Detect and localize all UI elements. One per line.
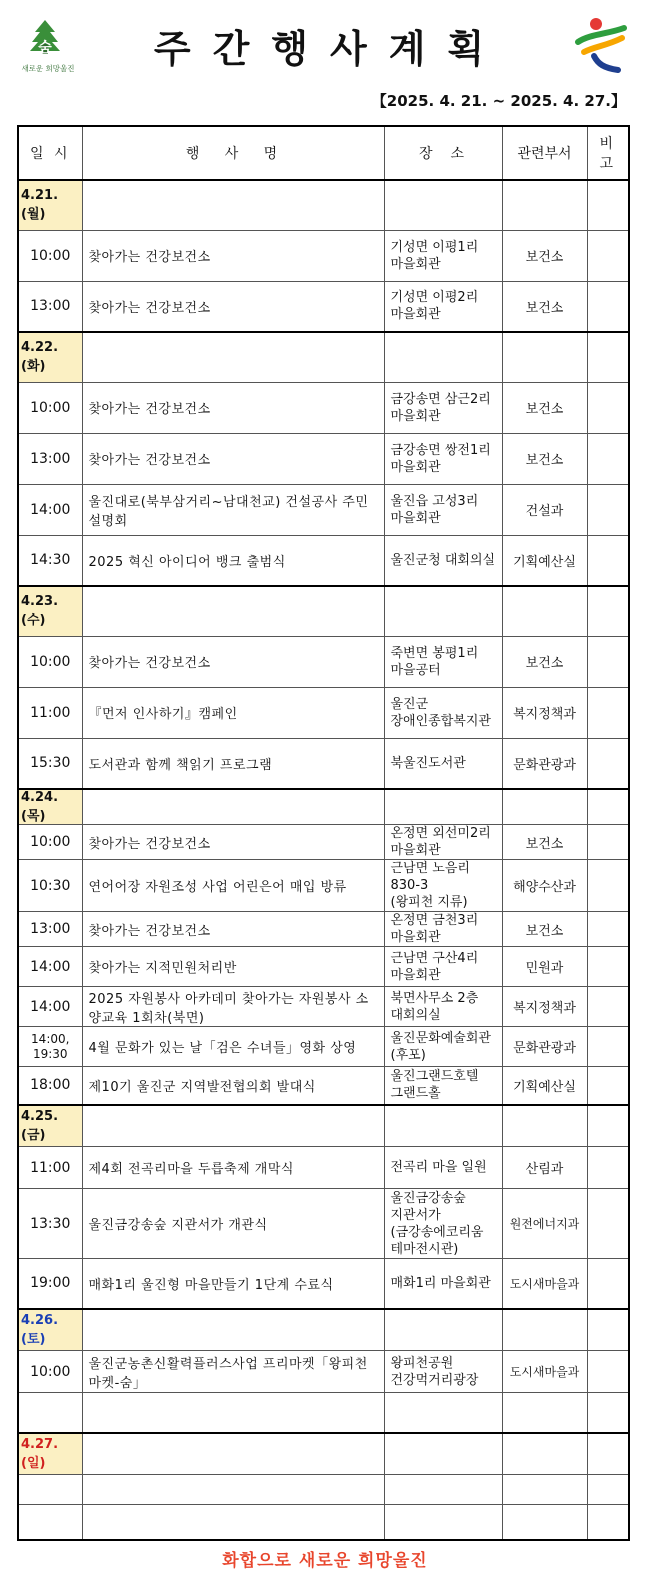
event-time: 14:00 bbox=[18, 947, 82, 987]
event-note bbox=[587, 1189, 629, 1259]
place-line: 마을회관 bbox=[390, 510, 441, 526]
event-department: 건설과 bbox=[502, 484, 587, 535]
event-row bbox=[18, 281, 629, 332]
footer-slogan: 화합으로 새로운 희망울진 bbox=[222, 1551, 428, 1571]
event-place bbox=[384, 1189, 502, 1259]
event-place bbox=[384, 1259, 502, 1309]
event-place bbox=[384, 687, 502, 738]
place-line: 온정면 외선미2리 bbox=[390, 826, 491, 841]
empty-cell bbox=[82, 789, 384, 825]
event-note bbox=[587, 433, 629, 484]
empty-cell bbox=[82, 586, 384, 636]
table-header-row bbox=[18, 126, 629, 180]
place-line: 전곡리 마을 일원 bbox=[390, 1160, 487, 1175]
event-department: 원전에너지과 bbox=[502, 1189, 587, 1259]
event-note bbox=[587, 1393, 629, 1433]
event-place bbox=[384, 1505, 502, 1540]
event-row bbox=[18, 1505, 629, 1540]
event-time: 10:00 bbox=[18, 230, 82, 281]
event-place bbox=[384, 912, 502, 947]
place-line: 건강먹거리광장 bbox=[390, 1372, 479, 1388]
day-label: 4.26.(토) bbox=[18, 1309, 82, 1351]
event-name: 찾아가는 건강보건소 bbox=[82, 382, 384, 433]
day-row bbox=[18, 1433, 629, 1475]
event-place bbox=[384, 382, 502, 433]
day-row bbox=[18, 180, 629, 230]
event-department: 보건소 bbox=[502, 281, 587, 332]
event-row bbox=[18, 382, 629, 433]
col-datetime: 일 시 bbox=[18, 126, 82, 180]
day-label: 4.21.(월) bbox=[18, 180, 82, 230]
event-department: 도시새마을과 bbox=[502, 1351, 587, 1393]
place-line: 울진읍 고성3리 bbox=[390, 493, 479, 509]
place-line: 마을회관 bbox=[390, 408, 441, 424]
place-line: 마을회관 bbox=[390, 459, 441, 475]
empty-cell bbox=[502, 586, 587, 636]
event-time: 11:00 bbox=[18, 687, 82, 738]
event-department: 복지정책과 bbox=[502, 987, 587, 1027]
event-department: 보건소 bbox=[502, 230, 587, 281]
col-place: 장 소 bbox=[384, 126, 502, 180]
empty-cell bbox=[384, 1433, 502, 1475]
empty-cell bbox=[502, 1433, 587, 1475]
place-line: 온정면 금천3리 bbox=[390, 913, 479, 928]
event-place bbox=[384, 1067, 502, 1105]
place-line: 금강송면 삼근2리 bbox=[390, 391, 491, 407]
col-department: 관련부서 bbox=[502, 126, 587, 180]
empty-cell bbox=[82, 332, 384, 382]
place-line: 기성면 이평1리 bbox=[390, 239, 479, 255]
event-department bbox=[502, 1475, 587, 1505]
event-time: 10:00 bbox=[18, 1351, 82, 1393]
logo-slogan: 새로운 희망울진 bbox=[21, 64, 75, 73]
event-department: 문화관광과 bbox=[502, 1027, 587, 1067]
place-line: 마을공터 bbox=[390, 662, 441, 678]
svg-text:숨: 숨 bbox=[38, 40, 52, 56]
event-row bbox=[18, 535, 629, 586]
event-place bbox=[384, 484, 502, 535]
day-label: 4.27.(일) bbox=[18, 1433, 82, 1475]
event-time: 19:00 bbox=[18, 1259, 82, 1309]
event-place bbox=[384, 1147, 502, 1189]
event-name: 매화1리 울진형 마을만들기 1단계 수료식 bbox=[82, 1259, 384, 1309]
day-row bbox=[18, 789, 629, 825]
event-place bbox=[384, 947, 502, 987]
event-note bbox=[587, 987, 629, 1027]
day-label: 4.22.(화) bbox=[18, 332, 82, 382]
place-line: 기성면 이평2리 bbox=[390, 290, 479, 306]
event-name: 찾아가는 건강보건소 bbox=[82, 230, 384, 281]
place-line: 지관서가 bbox=[390, 1207, 441, 1223]
event-department: 문화관광과 bbox=[502, 738, 587, 789]
place-line: 마을회관 bbox=[390, 930, 441, 945]
event-name: 찾아가는 지적민원처리반 bbox=[82, 947, 384, 987]
event-time bbox=[18, 1505, 82, 1540]
event-department: 기획예산실 bbox=[502, 535, 587, 586]
event-department: 보건소 bbox=[502, 382, 587, 433]
place-line: 북면사무소 2층 bbox=[390, 990, 479, 1006]
event-row bbox=[18, 860, 629, 912]
event-place bbox=[384, 1027, 502, 1067]
event-note bbox=[587, 382, 629, 433]
empty-cell bbox=[502, 789, 587, 825]
empty-cell bbox=[82, 180, 384, 230]
event-place bbox=[384, 738, 502, 789]
place-line: 장애인종합복지관 bbox=[390, 713, 491, 729]
place-line: 근남면 노음리 bbox=[390, 861, 470, 876]
event-time: 13:00 bbox=[18, 281, 82, 332]
event-note bbox=[587, 1147, 629, 1189]
event-name: 찾아가는 건강보건소 bbox=[82, 433, 384, 484]
event-name: 찾아가는 건강보건소 bbox=[82, 281, 384, 332]
event-time: 11:00 bbox=[18, 1147, 82, 1189]
place-line: 왕피천공원 bbox=[390, 1355, 454, 1371]
place-line: 울진금강송숲 bbox=[390, 1190, 466, 1206]
event-note bbox=[587, 1259, 629, 1309]
event-row bbox=[18, 947, 629, 987]
event-place bbox=[384, 230, 502, 281]
empty-cell bbox=[502, 1105, 587, 1147]
event-row bbox=[18, 1351, 629, 1393]
event-note bbox=[587, 825, 629, 860]
event-department: 산림과 bbox=[502, 1147, 587, 1189]
empty-cell bbox=[502, 1309, 587, 1351]
event-note bbox=[587, 947, 629, 987]
event-department bbox=[502, 1393, 587, 1433]
event-row bbox=[18, 1067, 629, 1105]
place-line: 울진군청 대회의실 bbox=[390, 552, 496, 568]
event-row bbox=[18, 433, 629, 484]
event-row bbox=[18, 912, 629, 947]
event-department bbox=[502, 1505, 587, 1540]
event-row bbox=[18, 1393, 629, 1433]
event-name bbox=[82, 1475, 384, 1505]
event-name bbox=[82, 1393, 384, 1433]
empty-cell bbox=[587, 180, 629, 230]
event-note bbox=[587, 535, 629, 586]
event-row bbox=[18, 484, 629, 535]
day-row bbox=[18, 332, 629, 382]
event-place bbox=[384, 433, 502, 484]
empty-cell bbox=[384, 180, 502, 230]
event-department: 복지정책과 bbox=[502, 687, 587, 738]
empty-cell bbox=[587, 789, 629, 825]
event-name: 찾아가는 건강보건소 bbox=[82, 825, 384, 860]
place-line: 울진군 bbox=[390, 696, 429, 712]
event-time: 13:00 bbox=[18, 433, 82, 484]
brand-figure-icon bbox=[574, 16, 628, 74]
event-place bbox=[384, 860, 502, 912]
event-place bbox=[384, 1351, 502, 1393]
day-label: 4.24.(목) bbox=[18, 789, 82, 825]
empty-cell bbox=[384, 1105, 502, 1147]
event-department: 보건소 bbox=[502, 825, 587, 860]
event-row bbox=[18, 1027, 629, 1067]
event-time: 14:30 bbox=[18, 535, 82, 586]
empty-cell bbox=[384, 332, 502, 382]
event-department: 보건소 bbox=[502, 636, 587, 687]
day-label: 4.25.(금) bbox=[18, 1105, 82, 1147]
event-note bbox=[587, 484, 629, 535]
place-line: 830-3 bbox=[390, 878, 429, 893]
event-name: 제10기 울진군 지역발전협의회 발대식 bbox=[82, 1067, 384, 1105]
event-time: 13:30 bbox=[18, 1189, 82, 1259]
empty-cell bbox=[82, 1105, 384, 1147]
schedule-body bbox=[18, 180, 629, 1540]
place-line: (금강송에코리움 bbox=[390, 1224, 484, 1240]
event-time: 10:30 bbox=[18, 860, 82, 912]
empty-cell bbox=[384, 586, 502, 636]
event-time bbox=[18, 1475, 82, 1505]
event-name: 울진대로(북부삼거리~남대천교) 건설공사 주민설명회 bbox=[82, 484, 384, 535]
event-note bbox=[587, 1505, 629, 1540]
event-department: 민원과 bbox=[502, 947, 587, 987]
event-department: 기획예산실 bbox=[502, 1067, 587, 1105]
event-time bbox=[18, 1393, 82, 1433]
empty-cell bbox=[587, 1433, 629, 1475]
day-row bbox=[18, 1309, 629, 1351]
event-time: 14:00, 19:30 bbox=[18, 1027, 82, 1067]
event-note bbox=[587, 636, 629, 687]
event-name: 울진금강송숲 지관서가 개관식 bbox=[82, 1189, 384, 1259]
place-line: 마을회관 bbox=[390, 967, 441, 983]
place-line: 금강송면 쌍전1리 bbox=[390, 442, 491, 458]
period-range: 【2025. 4. 21. ~ 2025. 4. 27.】 bbox=[371, 92, 626, 110]
event-place bbox=[384, 636, 502, 687]
event-row bbox=[18, 738, 629, 789]
event-time: 13:00 bbox=[18, 912, 82, 947]
empty-cell bbox=[587, 1105, 629, 1147]
place-line: 매화1리 마을회관 bbox=[390, 1275, 491, 1291]
event-place bbox=[384, 1393, 502, 1433]
weekly-schedule-table bbox=[17, 125, 630, 1541]
event-row bbox=[18, 230, 629, 281]
event-time: 14:00 bbox=[18, 484, 82, 535]
event-time: 10:00 bbox=[18, 825, 82, 860]
event-row bbox=[18, 1259, 629, 1309]
event-time: 14:00 bbox=[18, 987, 82, 1027]
empty-cell bbox=[82, 1433, 384, 1475]
event-name: 『먼저 인사하기』캠페인 bbox=[82, 687, 384, 738]
event-place bbox=[384, 1475, 502, 1505]
event-place bbox=[384, 281, 502, 332]
place-line: 그랜드홀 bbox=[390, 1086, 441, 1102]
event-time: 15:30 bbox=[18, 738, 82, 789]
empty-cell bbox=[587, 1309, 629, 1351]
event-time: 10:00 bbox=[18, 636, 82, 687]
place-line: 죽변면 봉평1리 bbox=[390, 645, 479, 661]
day-row bbox=[18, 586, 629, 636]
event-note bbox=[587, 1475, 629, 1505]
event-name bbox=[82, 1505, 384, 1540]
event-name: 2025 혁신 아이디어 뱅크 출범식 bbox=[82, 535, 384, 586]
event-place bbox=[384, 825, 502, 860]
place-line: 북울진도서관 bbox=[390, 755, 466, 771]
event-row bbox=[18, 687, 629, 738]
place-line: 근남면 구산4리 bbox=[390, 950, 479, 966]
place-line: 마을회관 bbox=[390, 843, 441, 858]
event-note bbox=[587, 230, 629, 281]
event-row bbox=[18, 1147, 629, 1189]
event-note bbox=[587, 1067, 629, 1105]
event-row bbox=[18, 1189, 629, 1259]
event-department: 보건소 bbox=[502, 433, 587, 484]
empty-cell bbox=[587, 586, 629, 636]
place-line: (후포) bbox=[390, 1047, 426, 1063]
event-note bbox=[587, 912, 629, 947]
event-note bbox=[587, 860, 629, 912]
event-time: 18:00 bbox=[18, 1067, 82, 1105]
event-note bbox=[587, 281, 629, 332]
header bbox=[0, 0, 650, 118]
event-place bbox=[384, 987, 502, 1027]
event-time: 10:00 bbox=[18, 382, 82, 433]
col-event-name: 행 사 명 bbox=[82, 126, 384, 180]
event-name: 연어어장 자원조성 사업 어린은어 매입 방류 bbox=[82, 860, 384, 912]
event-place bbox=[384, 535, 502, 586]
event-note bbox=[587, 738, 629, 789]
event-name: 제4회 전곡리마을 두릅축제 개막식 bbox=[82, 1147, 384, 1189]
empty-cell bbox=[502, 332, 587, 382]
day-label: 4.23.(수) bbox=[18, 586, 82, 636]
event-name: 도서관과 함께 책읽기 프로그램 bbox=[82, 738, 384, 789]
event-row bbox=[18, 1475, 629, 1505]
event-note bbox=[587, 1351, 629, 1393]
empty-cell bbox=[502, 180, 587, 230]
event-name: 찾아가는 건강보건소 bbox=[82, 912, 384, 947]
place-line: (왕피천 지류) bbox=[390, 895, 468, 910]
event-department: 해양수산과 bbox=[502, 860, 587, 912]
place-line: 마을회관 bbox=[390, 256, 441, 272]
event-name: 울진군농촌신활력플러스사업 프리마켓「왕피천마켓-숨」 bbox=[82, 1351, 384, 1393]
empty-cell bbox=[82, 1309, 384, 1351]
place-line: 마을회관 bbox=[390, 307, 441, 323]
place-line: 울진문화예술회관 bbox=[390, 1030, 491, 1046]
place-line: 대회의실 bbox=[390, 1007, 441, 1023]
place-line: 울진그랜드호텔 bbox=[390, 1069, 479, 1085]
place-line: 테마전시관) bbox=[390, 1241, 459, 1257]
event-name: 찾아가는 건강보건소 bbox=[82, 636, 384, 687]
event-row bbox=[18, 987, 629, 1027]
event-note bbox=[587, 687, 629, 738]
event-name: 2025 자원봉사 아카데미 찾아가는 자원봉사 소양교육 1회차(북면) bbox=[82, 987, 384, 1027]
event-row bbox=[18, 636, 629, 687]
col-note: 비 고 bbox=[587, 126, 629, 180]
day-row bbox=[18, 1105, 629, 1147]
event-note bbox=[587, 1027, 629, 1067]
empty-cell bbox=[384, 789, 502, 825]
event-row bbox=[18, 825, 629, 860]
page-title: 주간행사계획 bbox=[153, 27, 507, 71]
empty-cell bbox=[587, 332, 629, 382]
event-name: 4월 문화가 있는 날「검은 수녀들」영화 상영 bbox=[82, 1027, 384, 1067]
event-department: 도시새마을과 bbox=[502, 1259, 587, 1309]
empty-cell bbox=[384, 1309, 502, 1351]
event-department: 보건소 bbox=[502, 912, 587, 947]
